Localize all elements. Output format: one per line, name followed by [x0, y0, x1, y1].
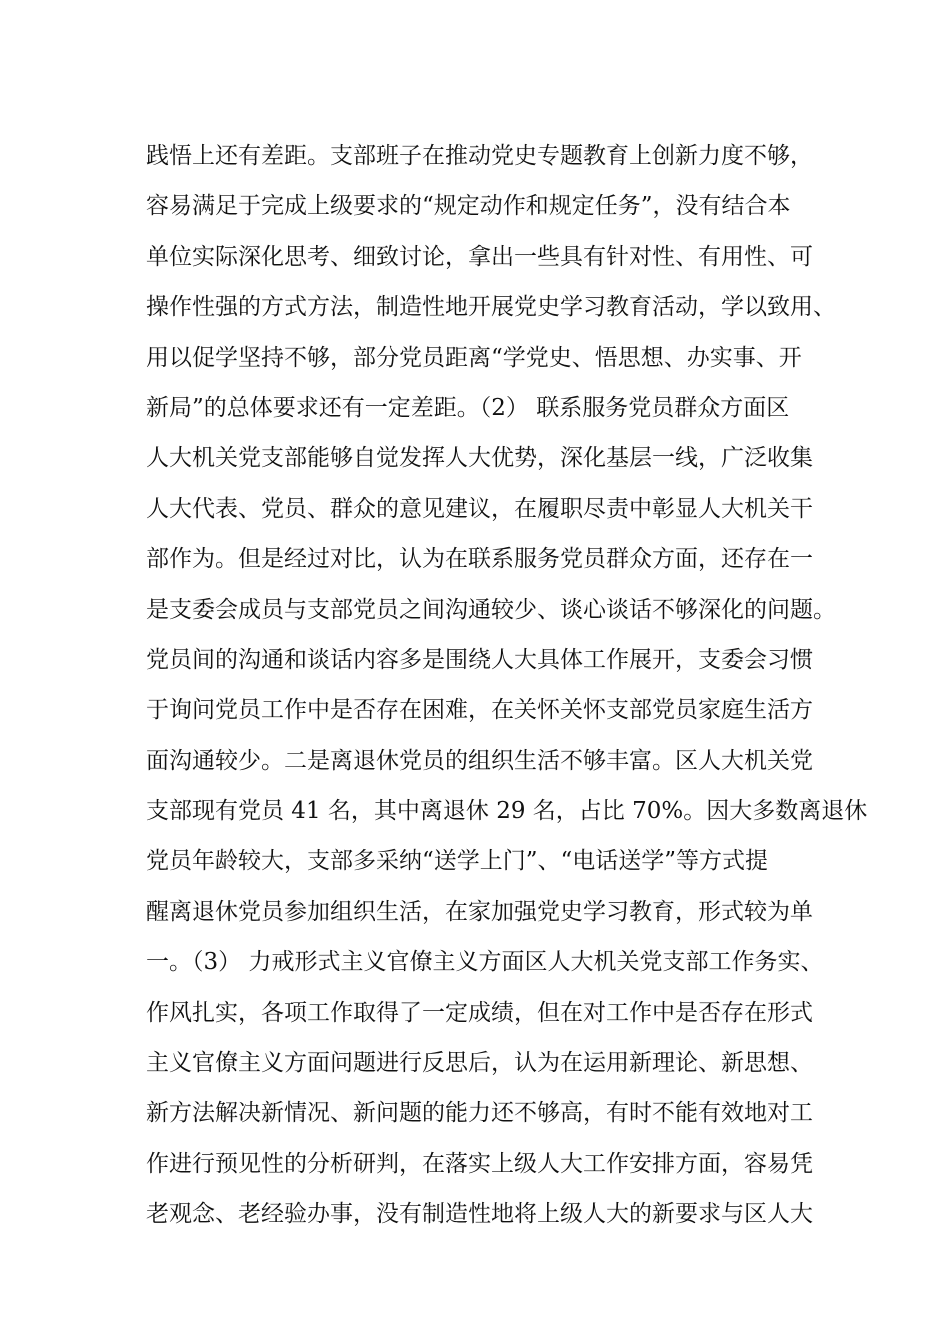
- text-line: 人大代表、党员、群众的意见建议，在履职尽责中彰显人大机关干: [146, 495, 813, 522]
- text-line: 容易满足于完成上级要求的“规定动作和规定任务”，没有结合本: [146, 193, 791, 220]
- text-line: 部作为。但是经过对比，认为在联系服务党员群众方面，还存在一: [146, 546, 813, 573]
- text-line: 于询问党员工作中是否存在困难，在关怀关怀支部党员家庭生活方: [146, 697, 813, 724]
- text-line: 是支委会成员与支部党员之间沟通较少、谈心谈话不够深化的问题。: [146, 596, 836, 623]
- text-line: 新局”的总体要求还有一定差距。（2） 联系服务党员群众方面区: [146, 394, 790, 421]
- text-line: 作进行预见性的分析研判，在落实上级人大工作安排方面，容易凭: [146, 1150, 813, 1177]
- text-line: 党员年龄较大，支部多采纳“送学上门”、“电话送学”等方式提: [146, 848, 769, 875]
- body-text: [146, 131, 868, 1240]
- text-line: 主义官僚主义方面问题进行反思后，认为在运用新理论、新思想、: [146, 1050, 813, 1077]
- text-line: 一。（3） 力戒形式主义官僚主义方面区人大机关党支部工作务实、: [146, 949, 824, 976]
- text-line: 人大机关党支部能够自觉发挥人大优势，深化基层一线，广泛收集: [146, 445, 813, 472]
- text-line: 支部现有党员 41 名，其中离退休 29 名，占比 70%。因大多数离退休: [146, 798, 868, 825]
- text-line: 面沟通较少。二是离退休党员的组织生活不够丰富。区人大机关党: [146, 747, 813, 774]
- text-line: 操作性强的方式方法，制造性地开展党史学习教育活动，学以致用、: [146, 294, 836, 321]
- text-line: 醒离退休党员参加组织生活，在家加强党史学习教育，形式较为单: [146, 898, 813, 925]
- text-line: 老观念、老经验办事，没有制造性地将上级人大的新要求与区人大: [146, 1201, 813, 1228]
- text-line: 作风扎实，各项工作取得了一定成绩，但在对工作中是否存在形式: [146, 999, 813, 1026]
- text-line: 党员间的沟通和谈话内容多是围绕人大具体工作展开，支委会习惯: [146, 646, 813, 673]
- text-line: 单位实际深化思考、细致讨论，拿出一些具有针对性、有用性、可: [146, 243, 813, 270]
- text-line: 用以促学坚持不够，部分党员距离“学党史、悟思想、办实事、开: [146, 344, 802, 371]
- text-line: 践悟上还有差距。支部班子在推动党史专题教育上创新力度不够，: [146, 143, 813, 169]
- text-line: 新方法解决新情况、新问题的能力还不够高，有时不能有效地对工: [146, 1100, 813, 1127]
